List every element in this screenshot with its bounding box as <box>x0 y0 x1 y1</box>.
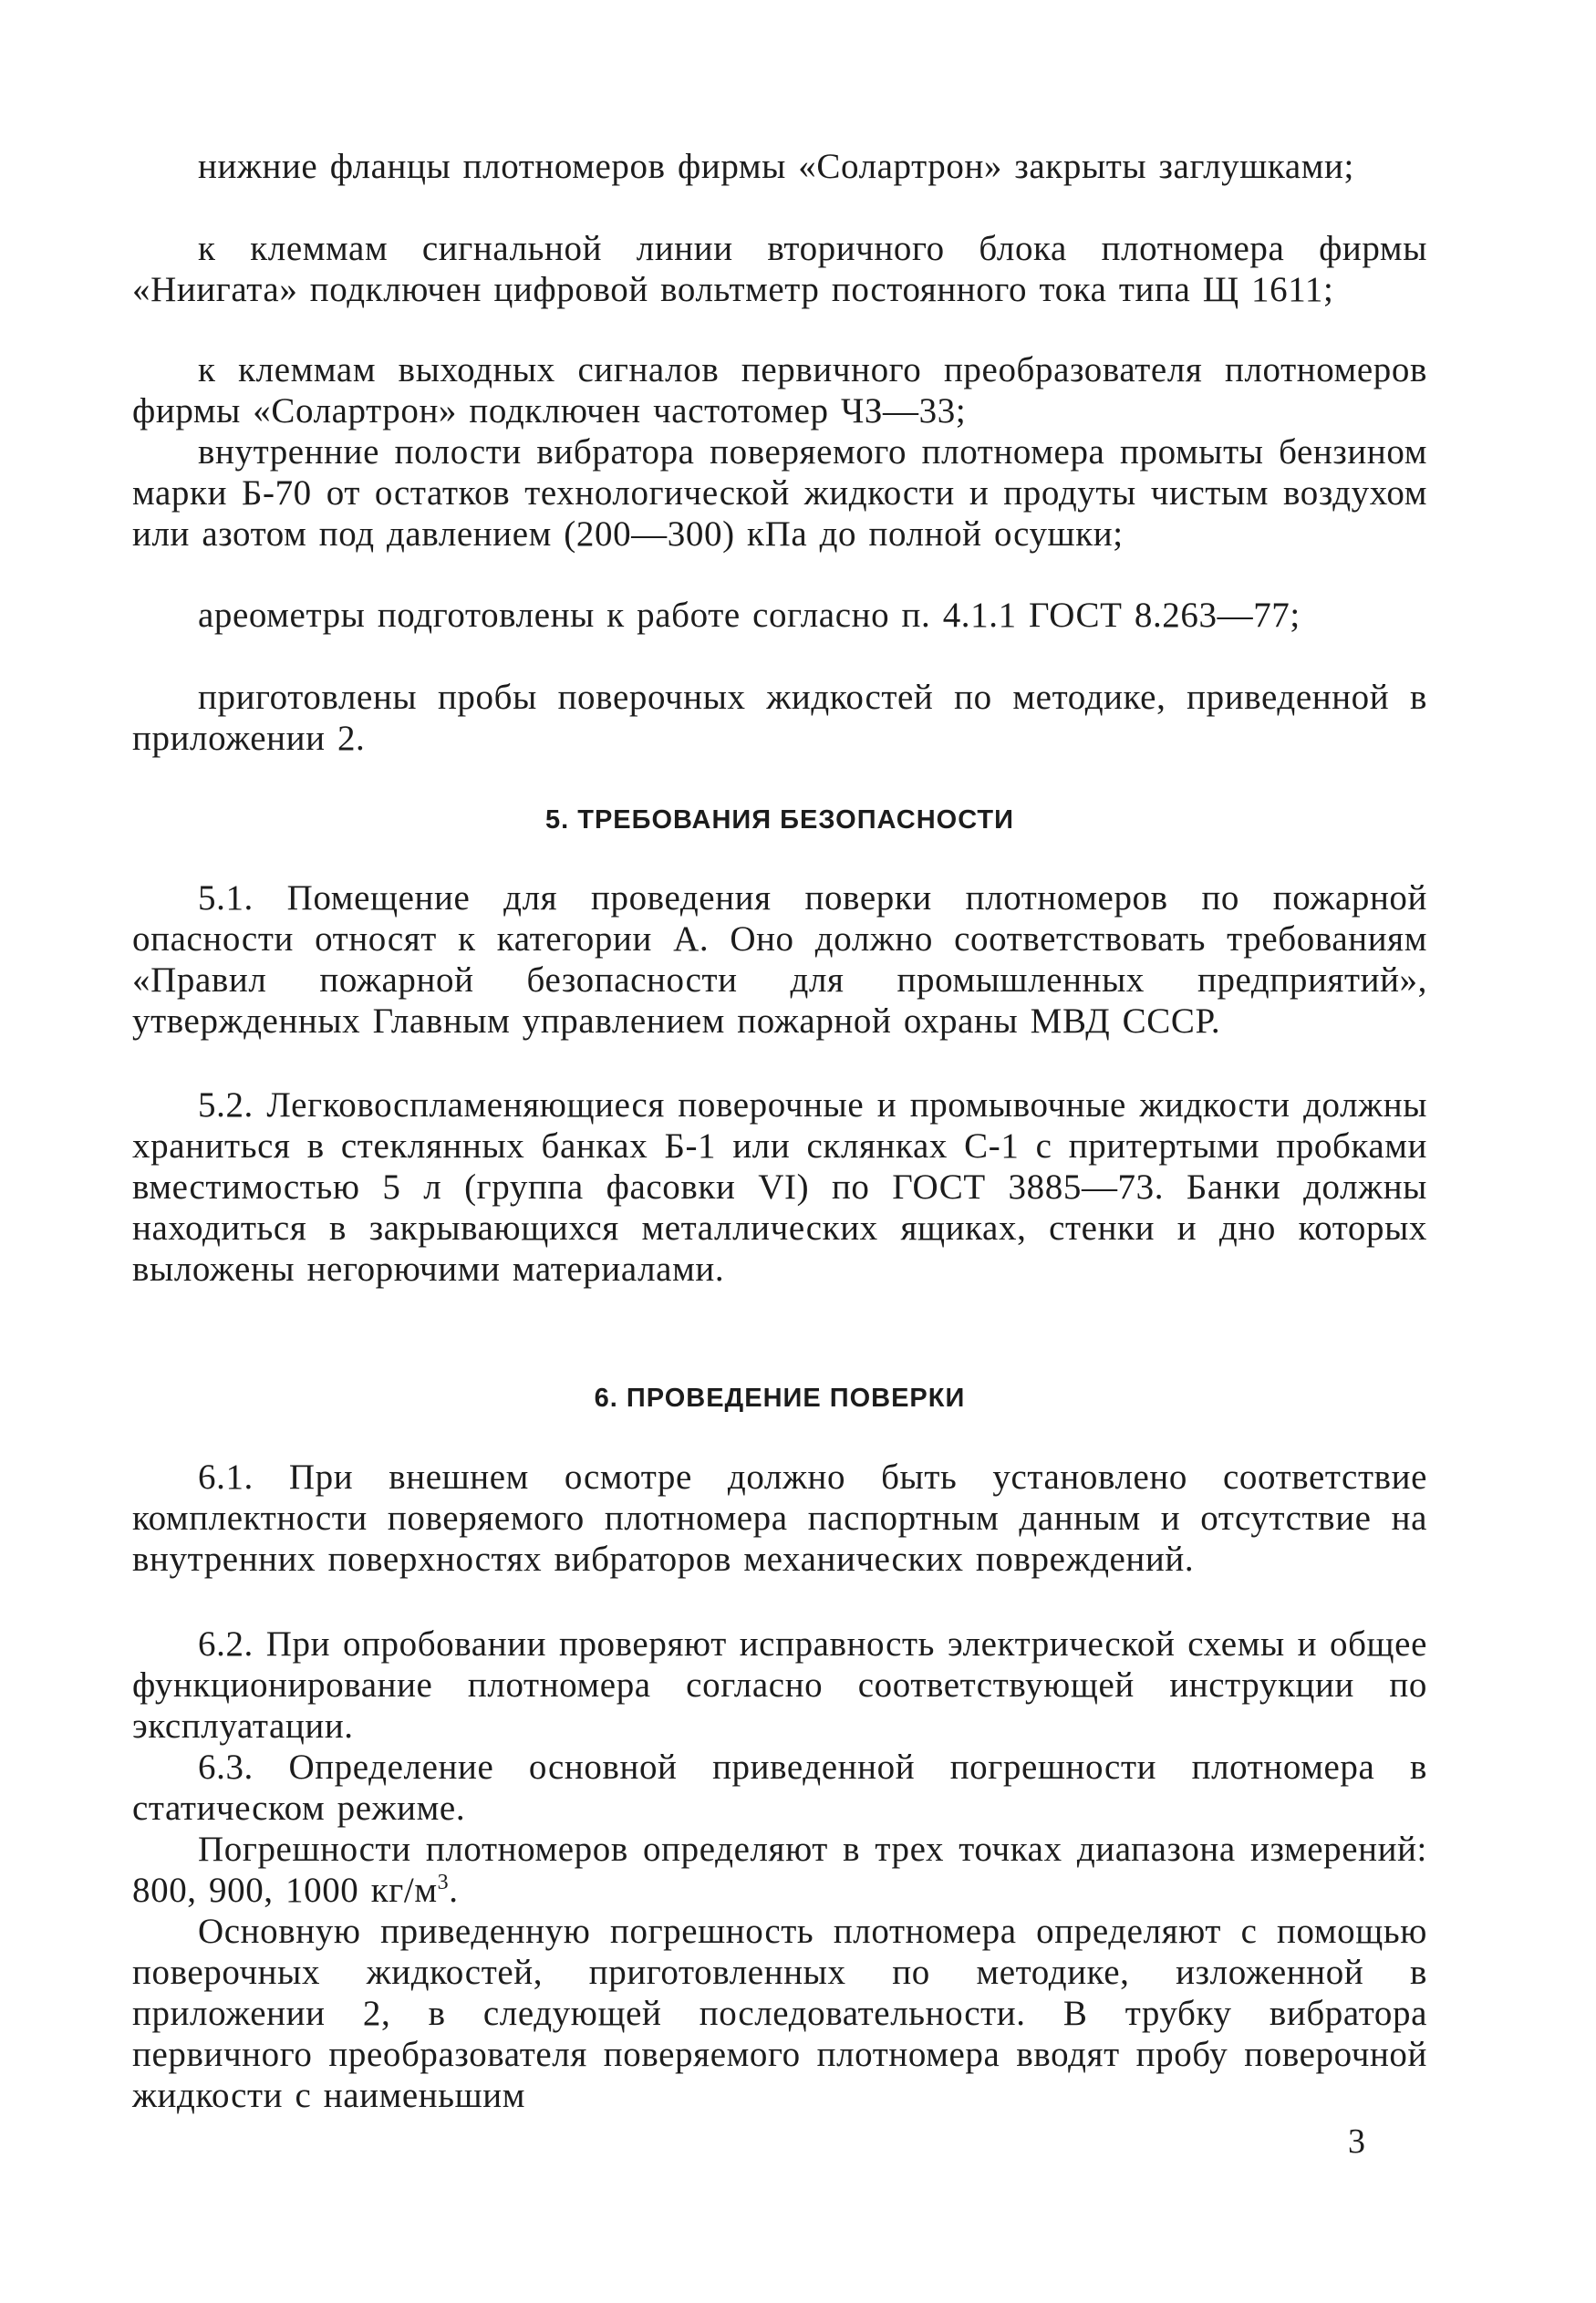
item-samples <box>132 677 1427 759</box>
paragraph-5-1 <box>132 877 1427 1042</box>
measurement-points-end: . <box>449 1871 459 1910</box>
list-item: к клеммам выходных сигналов первичного преобразователя плотномеров фирмы «Солартрон» подключен частотомер ЧЗ—33; <box>132 350 1427 431</box>
paragraph-text: 5.1. Помещение для проведения поверки плотномеров по пожарной опасности относят к категории А. Оно должно соответствовать требованиям «Правил пожарной безопасности для промышленных предприятий», утвержденных Главным управлением пожарной охраны МВД СССР. <box>132 878 1427 1041</box>
paragraph-text: 6.3. Определение основной приведенной погрешности плотномера в статическом режиме. <box>132 1748 1427 1828</box>
page-number: 3 <box>1348 2122 1365 2161</box>
paragraph-text: Основную приведенную погрешность плотномера определяют с помощью поверочных жидкостей, приготовленных по методике, изложенной в приложении 2, в следующей последовательности. В трубку вибратора первичного преобразователя поверяемого плотномера вводят пробу поверочной жидкости с наименьшим <box>132 1912 1427 2115</box>
paragraph-text <box>132 1829 1427 1911</box>
section-5-title: 5. ТРЕБОВАНИЯ БЕЗОПАСНОСТИ <box>545 805 1014 835</box>
paragraph-measurement-points <box>132 1829 1427 1911</box>
measurement-points-text: Погрешности плотномеров определяют в трех точках диапазона измерений: 800, 900, 1000 кг/м <box>132 1830 1427 1910</box>
paragraph-text: 6.1. При внешнем осмотре должно быть установлено соответствие комплектности поверяемого плотномера паспортным данным и отсутствие на внутренних поверхностях вибраторов механических повреждений. <box>132 1458 1427 1579</box>
list-item: внутренние полости вибратора поверяемого плотномера промыты бензином марки Б-70 от остатков технологической жидкости и продуты чистым воздухом или азотом под давлением (200—300) кПа до полной осушки; <box>132 432 1427 554</box>
paragraph-procedure <box>132 1911 1427 2116</box>
item-washing <box>132 431 1427 555</box>
paragraph-6-1 <box>132 1457 1427 1580</box>
paragraph-text: 5.2. Легковоспламеняющиеся поверочные и промывочные жидкости должны храниться в стеклянных банках Б-1 или склянках С-1 с притертыми пробками вместимостью 5 л (группа фасовки VI) по ГОСТ 3885—73. Банки должны находиться в закрывающихся металлических ящиках, стенки и дно которых выложены негорючими материалами. <box>132 1085 1427 1289</box>
paragraph-text: 6.2. При опробовании проверяют исправность электрической схемы и общее функционирование плотномера согласно соответствующей инструкции по эксплуатации. <box>132 1624 1427 1746</box>
list-item: к клеммам сигнальной линии вторичного блока плотномера фирмы «Ниигата» подключен цифровой вольтметр постоянного тока типа Щ 1611; <box>132 229 1427 309</box>
paragraph-6-3 <box>132 1747 1427 1829</box>
item-flanges <box>132 146 1427 187</box>
list-item: нижние фланцы плотномеров фирмы «Солартрон» закрыты заглушками; <box>198 147 1354 186</box>
item-areometers <box>132 595 1427 636</box>
list-item: приготовлены пробы поверочных жидкостей по методике, приведенной в приложении 2. <box>132 678 1427 758</box>
paragraph-6-2 <box>132 1624 1427 1747</box>
section-6-title: 6. ПРОВЕДЕНИЕ ПОВЕРКИ <box>594 1384 966 1413</box>
cubic-superscript: 3 <box>437 1871 450 1894</box>
paragraph-5-2 <box>132 1084 1427 1290</box>
item-voltmeter <box>132 228 1427 310</box>
item-frequency-meter <box>132 349 1427 431</box>
list-item: ареометры подготовлены к работе согласно п. 4.1.1 ГОСТ 8.263—77; <box>198 596 1301 635</box>
